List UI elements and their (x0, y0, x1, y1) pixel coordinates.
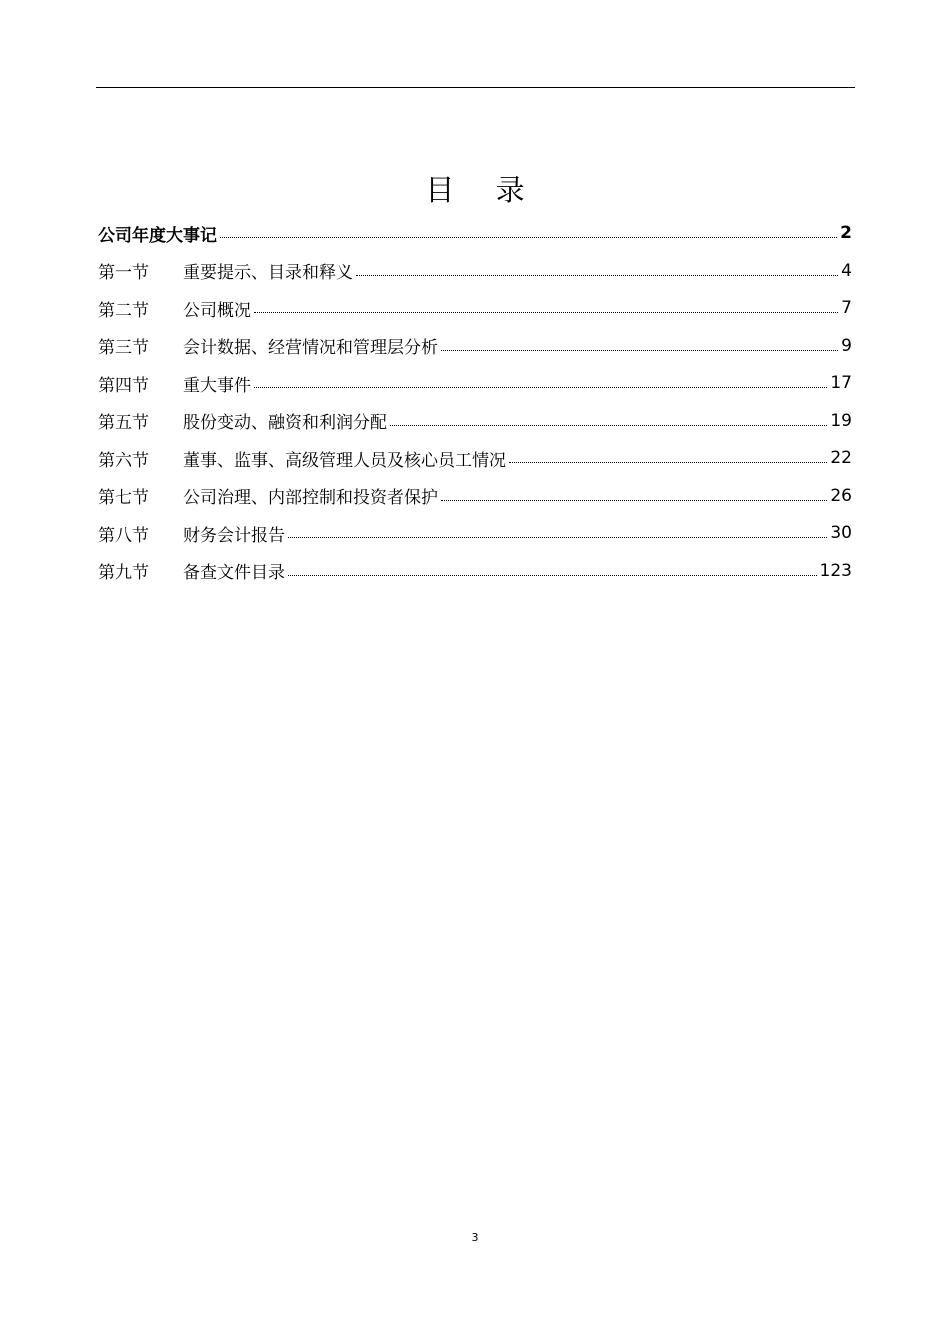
dot-leader (390, 425, 827, 426)
toc-entry-number: 第九节 (98, 563, 149, 583)
toc-entry-title: 股份变动、融资和利润分配 (183, 413, 387, 433)
toc-entry-section-7[interactable] (98, 481, 852, 511)
toc-entry-annual-events[interactable] (98, 218, 852, 248)
toc-entry-title: 公司概况 (183, 300, 251, 321)
toc-entry-section-1[interactable] (98, 256, 852, 286)
toc-entry-page: 4 (841, 260, 852, 281)
toc-entry-page: 22 (830, 448, 852, 468)
toc-entry-title: 重要提示、目录和释义 (183, 263, 353, 283)
dot-leader (288, 537, 827, 538)
toc-entry-section-5[interactable] (98, 406, 852, 436)
toc-entry-number: 第五节 (98, 413, 149, 433)
toc-entry-section-6[interactable] (98, 443, 852, 473)
toc-entry-title: 重大事件 (183, 375, 251, 396)
footer-page-number: 3 (471, 1231, 479, 1244)
toc-entry-page: 2 (840, 223, 852, 243)
toc-entry-section-4[interactable] (98, 368, 852, 398)
toc-entry-page: 26 (830, 485, 852, 506)
dot-leader (254, 312, 838, 313)
toc-title: 目 录 (425, 173, 541, 207)
toc-entry-section-9[interactable] (98, 556, 852, 586)
dot-leader (220, 237, 837, 238)
toc-entry-section-8[interactable] (98, 518, 852, 548)
toc-entry-title: 公司治理、内部控制和投资者保护 (183, 488, 438, 508)
toc-entry-number: 第六节 (98, 450, 149, 471)
toc-entry-number: 第三节 (98, 338, 149, 358)
toc-entry-title: 备查文件目录 (183, 563, 285, 583)
toc-entry-title: 董事、监事、高级管理人员及核心员工情况 (183, 450, 506, 471)
toc-entry-page: 30 (830, 523, 852, 543)
dot-leader (441, 500, 827, 501)
dot-leader (288, 575, 817, 576)
toc-entry-page: 19 (830, 410, 852, 431)
toc-entry-number: 第七节 (98, 488, 149, 508)
toc-entry-page: 123 (819, 560, 852, 581)
toc-entry-number: 第四节 (98, 375, 149, 396)
toc-entry-section-3[interactable] (98, 331, 852, 361)
dot-leader (441, 350, 838, 351)
toc-entry-page: 7 (841, 298, 852, 318)
toc-entry-page: 9 (841, 335, 852, 356)
dot-leader (509, 462, 827, 463)
toc-entry-title: 会计数据、经营情况和管理层分析 (183, 338, 438, 358)
toc-entry-number: 第八节 (98, 525, 149, 546)
toc-entry-title: 财务会计报告 (183, 525, 285, 546)
dot-leader (254, 387, 827, 388)
toc-entry-number: 第一节 (98, 263, 149, 283)
toc-entry-title: 公司年度大事记 (98, 225, 217, 246)
toc-entry-number: 第二节 (98, 300, 149, 321)
toc-entry-page: 17 (830, 373, 852, 393)
dot-leader (356, 275, 838, 276)
header-rule (96, 87, 855, 88)
toc-entry-section-2[interactable] (98, 293, 852, 323)
